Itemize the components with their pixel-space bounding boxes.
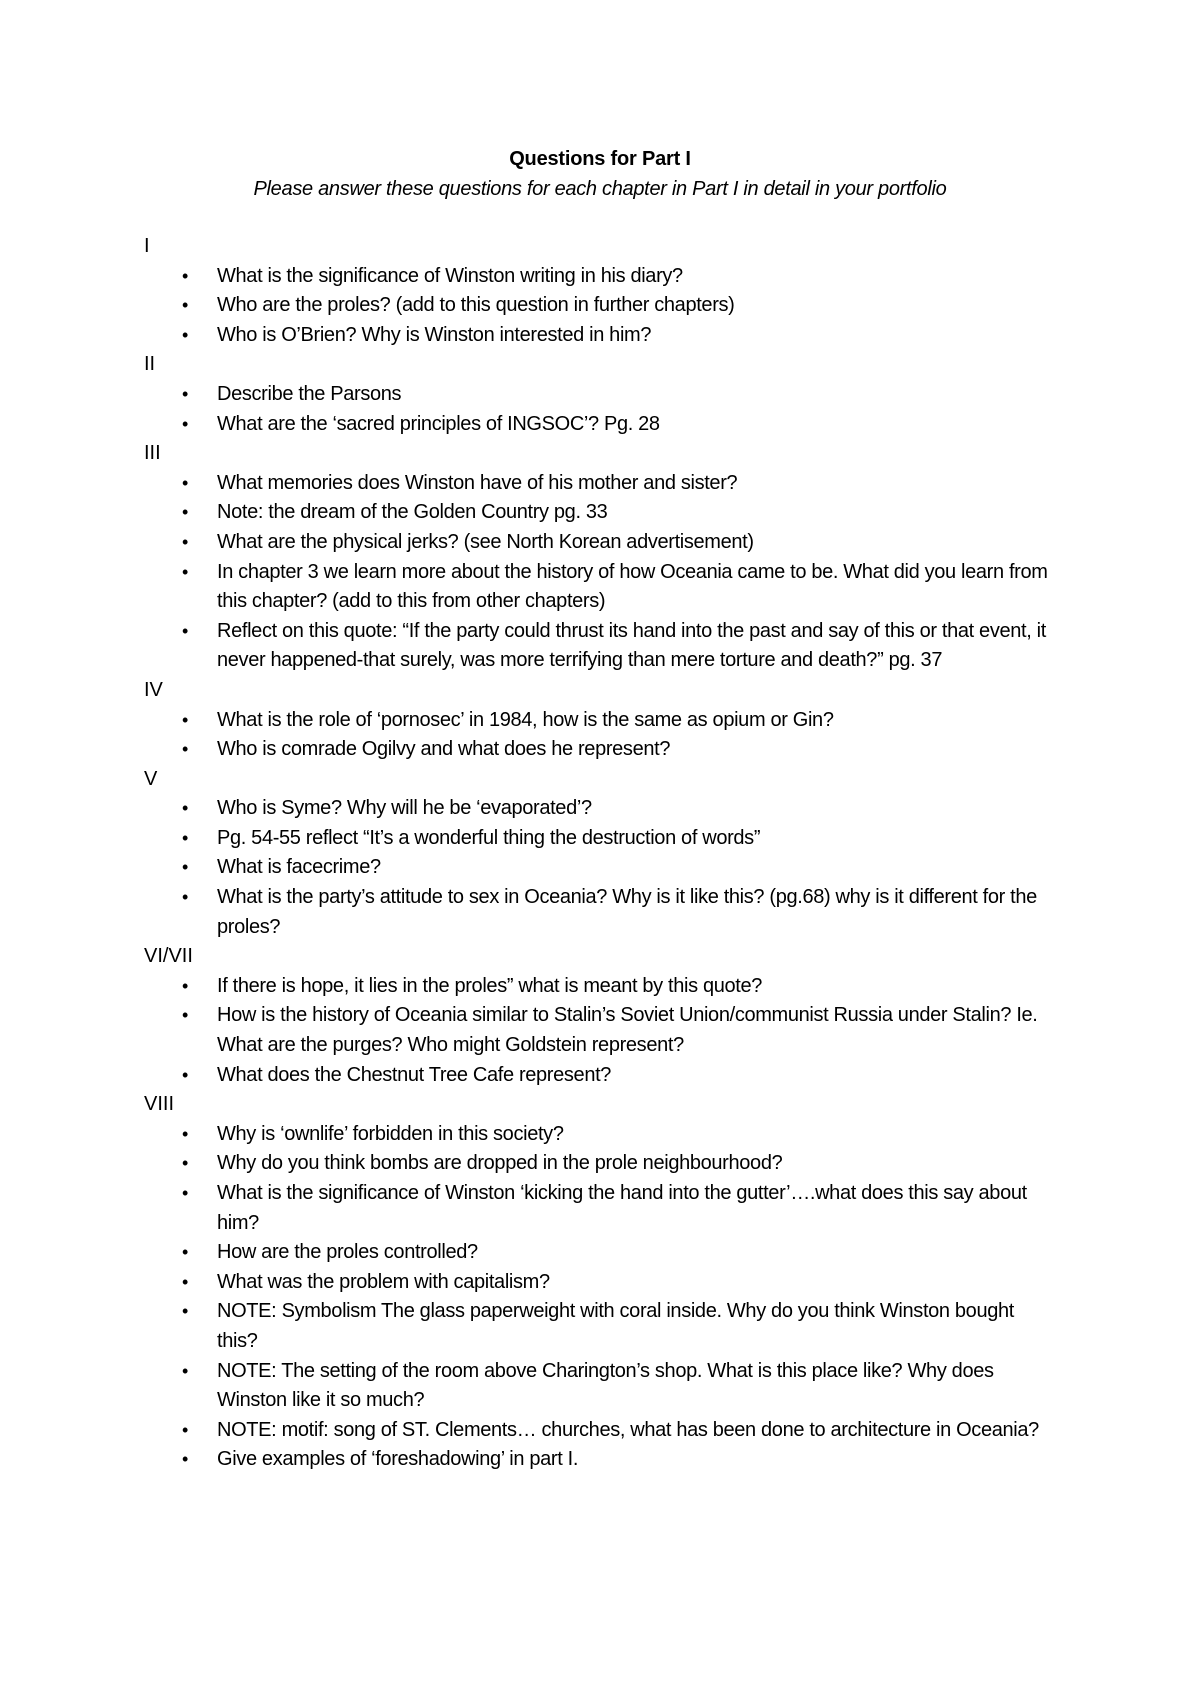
question-text: NOTE: motif: song of ST. Clements… churches, what has been done to architecture in Oceania? <box>217 1418 1039 1441</box>
question-text: What is the role of ‘pornosec’ in 1984, how is the same as opium or Gin? <box>217 708 834 731</box>
question-text: Why is ‘ownlife’ forbidden in this society? <box>217 1122 564 1145</box>
bullet-icon: • <box>182 1271 188 1292</box>
question-item <box>0 1268 1055 1298</box>
bullet-icon: • <box>182 739 188 760</box>
question-text: What are the ‘sacred principles of INGSOC’? Pg. 28 <box>217 412 660 435</box>
chapter-section <box>0 232 1200 350</box>
chapter-heading: IV <box>144 678 163 701</box>
question-item <box>0 558 1055 617</box>
question-text: What memories does Winston have of his mother and sister? <box>217 471 738 494</box>
question-item <box>0 1061 1055 1091</box>
question-list <box>0 794 1200 942</box>
question-list <box>0 706 1200 765</box>
question-item <box>0 1297 1055 1356</box>
chapter-heading: III <box>144 442 161 465</box>
bullet-icon: • <box>182 1360 188 1381</box>
question-item <box>0 291 1055 321</box>
bullet-icon: • <box>182 709 188 730</box>
question-text: Why do you think bombs are dropped in the prole neighbourhood? <box>217 1152 783 1175</box>
question-text: What was the problem with capitalism? <box>217 1270 550 1293</box>
question-text: Reflect on this quote: “If the party could thrust its hand into the past and say of this or that event, it never happened-that surely, was more terrifying than mere torture and death?” pg. 37 <box>217 619 1046 672</box>
question-text: Describe the Parsons <box>217 382 402 405</box>
bullet-icon: • <box>182 383 188 404</box>
question-item <box>0 1445 1055 1475</box>
question-item <box>0 1149 1055 1179</box>
bullet-icon: • <box>182 1183 188 1203</box>
question-item <box>0 1416 1055 1446</box>
bullet-icon: • <box>182 975 188 996</box>
question-item <box>0 1179 1055 1238</box>
question-text: NOTE: Symbolism The glass paperweight with coral inside. Why do you think Winston bought this? <box>217 1300 1014 1352</box>
question-text: What is the party’s attitude to sex in Oceania? Why is it like this? (pg.68) why is it different for the proles? <box>217 886 1037 938</box>
chapter-section <box>0 676 1200 765</box>
page-title: Questions for Part I <box>509 148 691 170</box>
question-item <box>0 824 1055 854</box>
chapter-heading: VIII <box>144 1093 175 1116</box>
bullet-icon: • <box>182 1449 188 1470</box>
bullet-icon: • <box>182 620 188 641</box>
question-text: How is the history of Oceania similar to Stalin’s Soviet Union/communist Russia under Stalin? Ie. What are the purges? Who might Goldstein represent? <box>217 1004 1038 1057</box>
bullet-icon: • <box>182 1064 188 1085</box>
chapter-section <box>0 942 1200 1090</box>
bullet-icon: • <box>182 295 188 316</box>
bullet-icon: • <box>182 502 188 523</box>
bullet-icon: • <box>182 1419 188 1440</box>
page-subtitle: Please answer these questions for each chapter in Part I in detail in your portfolio <box>253 178 947 200</box>
question-text: How are the proles controlled? <box>217 1241 478 1264</box>
question-item <box>0 262 1055 292</box>
chapter-section <box>0 350 1200 439</box>
bullet-icon: • <box>182 561 188 582</box>
question-text: Give examples of ‘foreshadowing’ in part I. <box>217 1448 579 1471</box>
question-item <box>0 883 1055 942</box>
question-text: Who is O’Brien? Why is Winston interested in him? <box>217 323 652 346</box>
bullet-icon: • <box>182 857 188 878</box>
question-item <box>0 972 1055 1002</box>
question-list <box>0 1120 1200 1475</box>
question-item <box>0 617 1055 676</box>
question-text: Who is comrade Ogilvy and what does he represent? <box>217 738 671 761</box>
bullet-icon: • <box>182 1153 188 1174</box>
bullet-icon: • <box>182 887 188 908</box>
question-sections <box>0 232 1200 1475</box>
bullet-icon: • <box>182 827 188 848</box>
question-text: Who is Syme? Why will he be ‘evaporated’? <box>217 797 592 820</box>
question-item <box>0 794 1055 824</box>
question-text: In chapter 3 we learn more about the history of how Oceania came to be. What did you learn from this chapter? (add to this from other chapters) <box>217 560 1048 613</box>
question-item <box>0 528 1055 558</box>
chapter-section <box>0 1090 1200 1475</box>
question-item <box>0 706 1055 736</box>
chapter-section <box>0 439 1200 676</box>
question-item <box>0 735 1055 765</box>
question-text: Pg. 54-55 reflect “It’s a wonderful thing the destruction of words” <box>217 826 761 849</box>
bullet-icon: • <box>182 413 188 434</box>
question-item <box>0 410 1055 440</box>
question-text: Note: the dream of the Golden Country pg. 33 <box>217 501 608 524</box>
question-list <box>0 262 1200 351</box>
chapter-heading: V <box>144 767 158 790</box>
question-text: What is the significance of Winston ‘kicking the hand into the gutter’….what does this say about him? <box>217 1182 1027 1234</box>
bullet-icon: • <box>182 798 188 819</box>
question-text: NOTE: The setting of the room above Charington’s shop. What is this place like? Why does Winston like it so much? <box>217 1359 994 1412</box>
bullet-icon: • <box>182 265 188 286</box>
bullet-icon: • <box>182 1242 188 1263</box>
question-text: What is the significance of Winston writing in his diary? <box>217 264 683 287</box>
bullet-icon: • <box>182 1301 188 1322</box>
question-item <box>0 853 1055 883</box>
question-item <box>0 321 1055 351</box>
bullet-icon: • <box>182 472 188 493</box>
question-item <box>0 1357 1055 1416</box>
question-item <box>0 380 1055 410</box>
chapter-section <box>0 765 1200 943</box>
bullet-icon: • <box>182 324 188 345</box>
question-list <box>0 469 1200 676</box>
question-item <box>0 1120 1055 1150</box>
chapter-heading: II <box>144 353 156 376</box>
bullet-icon: • <box>182 1123 188 1144</box>
question-list <box>0 380 1200 439</box>
question-text: What does the Chestnut Tree Cafe represent? <box>217 1063 612 1086</box>
question-text: What are the physical jerks? (see North Korean advertisement) <box>217 530 754 553</box>
question-item <box>0 1238 1055 1268</box>
question-item <box>0 498 1055 528</box>
bullet-icon: • <box>182 1005 188 1026</box>
chapter-heading: I <box>144 235 150 257</box>
question-list <box>0 972 1200 1090</box>
bullet-icon: • <box>182 531 188 552</box>
question-item <box>0 469 1055 499</box>
chapter-heading: VI/VII <box>144 945 193 968</box>
question-text: Who are the proles? (add to this question in further chapters) <box>217 294 735 317</box>
question-item <box>0 1001 1055 1060</box>
question-text: What is facecrime? <box>217 856 381 879</box>
question-text: If there is hope, it lies in the proles” what is meant by this quote? <box>217 974 763 997</box>
